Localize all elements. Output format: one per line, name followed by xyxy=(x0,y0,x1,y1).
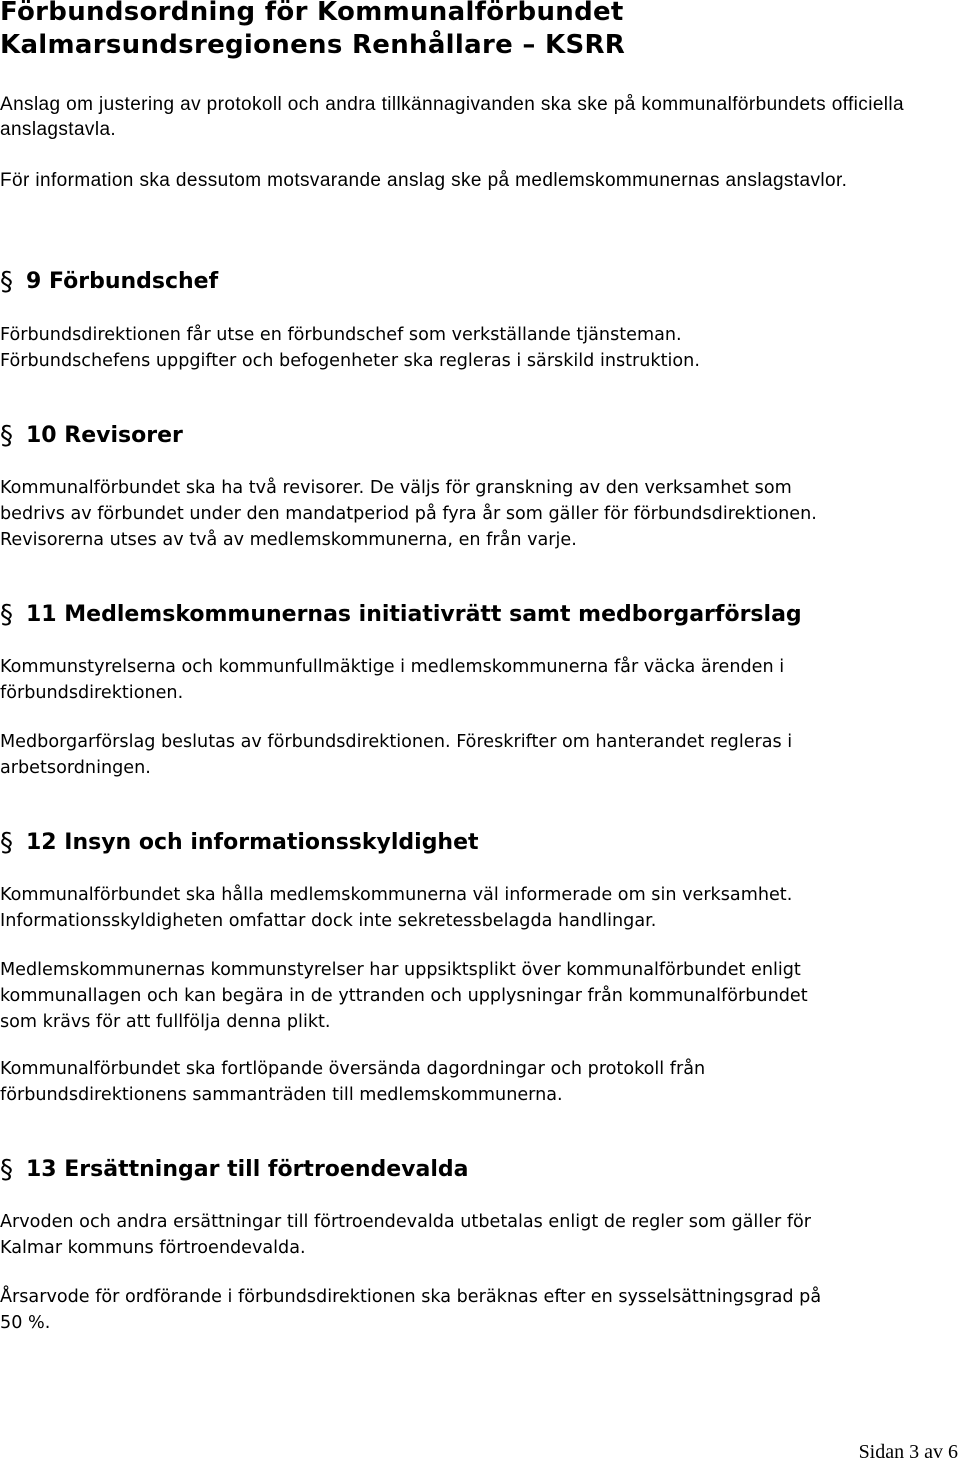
section-sign-icon: § xyxy=(0,600,13,630)
text-line: bedrivs av förbundet under den mandatperiod på fyra år som gäller för förbundsdirektionen. xyxy=(0,504,817,524)
document-title-line: Kalmarsundsregionens Renhållare – KSRR xyxy=(0,30,626,60)
text-line: förbundsdirektionens sammanträden till medlemskommunerna. xyxy=(0,1085,563,1105)
text-line: arbetsordningen. xyxy=(0,758,151,778)
intro-paragraph: För information ska dessutom motsvarande anslag ske på medlemskommunernas anslagstavlor. xyxy=(0,170,848,191)
section-11-paragraph xyxy=(0,654,955,706)
text-line: som krävs för att fullfölja denna plikt. xyxy=(0,1012,331,1032)
document-title-line: Förbundsordning för Kommunalförbundet xyxy=(0,0,624,27)
section-sign-icon: § xyxy=(0,828,13,858)
text-line: Kommunstyrelserna och kommunfullmäktige i medlemskommunerna får väcka ärenden i xyxy=(0,657,785,677)
text-line: Kommunalförbundet ska ha två revisorer. De väljs för granskning av den verksamhet som xyxy=(0,478,792,498)
section-heading-text: 13 Ersättningar till förtroendevalda xyxy=(26,1157,469,1182)
text-line: Förbundschefens uppgifter och befogenheter ska regleras i särskild instruktion. xyxy=(0,351,700,371)
text-line: förbundsdirektionen. xyxy=(0,683,184,703)
text-line: Medlemskommunernas kommunstyrelser har uppsiktsplikt över kommunalförbundet enligt xyxy=(0,960,801,980)
text-line: Kommunalförbundet ska hålla medlemskommunerna väl informerade om sin verksamhet. xyxy=(0,885,793,905)
section-13-paragraph xyxy=(0,1209,955,1261)
text-line: Arvoden och andra ersättningar till förtroendevalda utbetalas enligt de regler som gäller för xyxy=(0,1212,812,1232)
document-title xyxy=(0,0,625,62)
section-heading-9 xyxy=(0,268,218,296)
text-line: Kommunalförbundet ska fortlöpande översända dagordningar och protokoll från xyxy=(0,1059,706,1079)
section-heading-10 xyxy=(0,422,183,450)
section-heading-text: 11 Medlemskommunernas initiativrätt samt medborgarförslag xyxy=(26,602,802,627)
section-heading-11 xyxy=(0,601,802,629)
section-12-paragraph xyxy=(0,882,955,934)
section-heading-12 xyxy=(0,829,479,857)
text-line: Medborgarförslag beslutas av förbundsdirektionen. Föreskrifter om hanterandet regleras i xyxy=(0,732,793,752)
text-line: Informationsskyldigheten omfattar dock inte sekretessbelagda handlingar. xyxy=(0,911,657,931)
section-heading-text: 9 Förbundschef xyxy=(26,269,219,294)
section-heading-text: 10 Revisorer xyxy=(26,423,183,448)
section-13-paragraph xyxy=(0,1284,955,1336)
text-line: Förbundsdirektionen får utse en förbundschef som verkställande tjänsteman. xyxy=(0,325,682,345)
text-line: Revisorerna utses av två av medlemskommunerna, en från varje. xyxy=(0,530,577,550)
section-heading-13 xyxy=(0,1156,468,1184)
text-line: Årsarvode för ordförande i förbundsdirektionen ska beräknas efter en sysselsättningsgrad på xyxy=(0,1287,822,1307)
page-number: Sidan 3 av 6 xyxy=(858,1441,958,1463)
section-10-paragraph xyxy=(0,475,955,553)
section-9-paragraph xyxy=(0,322,955,374)
section-sign-icon: § xyxy=(0,421,13,451)
section-heading-text: 12 Insyn och informationsskyldighet xyxy=(26,830,479,855)
text-line: 50 %. xyxy=(0,1313,51,1333)
section-11-paragraph xyxy=(0,729,955,781)
text-line: Kalmar kommuns förtroendevalda. xyxy=(0,1238,306,1258)
intro-paragraph: Anslag om justering av protokoll och andra tillkännagivanden ska ske på kommunalförbundets officiella anslagstavla. xyxy=(0,94,904,140)
section-sign-icon: § xyxy=(0,1155,13,1185)
text-line: kommunallagen och kan begära in de yttranden och upplysningar från kommunalförbundet xyxy=(0,986,808,1006)
section-sign-icon: § xyxy=(0,267,13,297)
section-12-paragraph xyxy=(0,957,955,1035)
section-12-paragraph xyxy=(0,1056,955,1108)
